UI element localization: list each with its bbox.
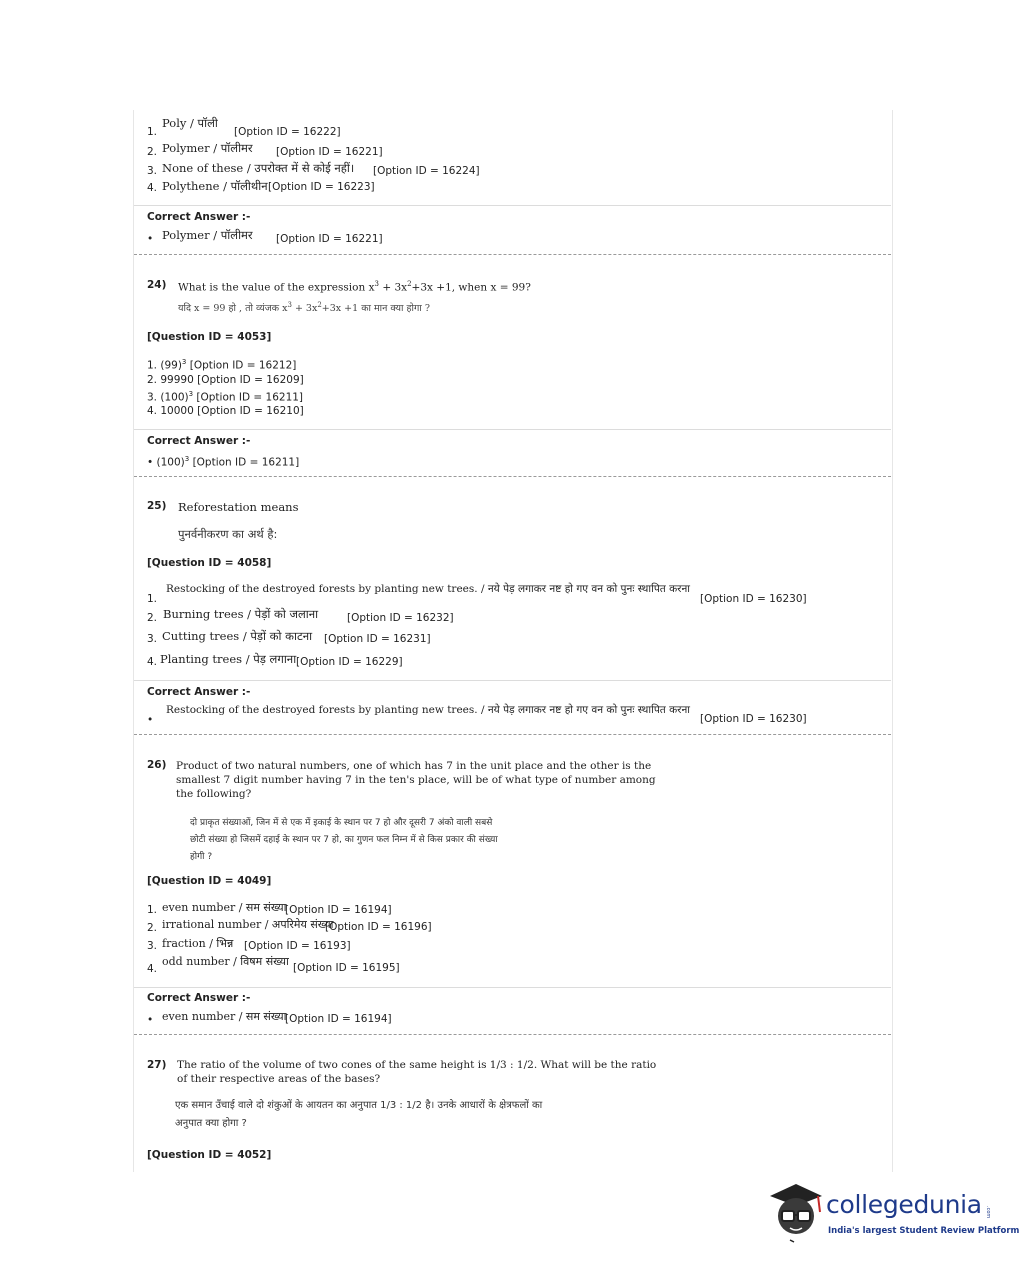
q26-option-3-id: [Option ID = 16193] bbox=[244, 940, 351, 952]
q26-option-4-num: 4. bbox=[147, 963, 158, 975]
q26-question-hi-line3: होगी ? bbox=[190, 852, 213, 862]
q24-option-3: 3. $(100)^3$ [Option ID = 16211] bbox=[147, 390, 304, 404]
q23-option-2-num: 2. bbox=[147, 146, 158, 158]
q26-option-4-id: [Option ID = 16195] bbox=[293, 962, 400, 974]
q23-option-3-num: 3. bbox=[147, 165, 158, 177]
q25-option-4-text: Planting trees / पेड़ लगाना bbox=[160, 652, 297, 666]
q26-option-1-id: [Option ID = 16194] bbox=[285, 904, 392, 916]
divider bbox=[134, 680, 891, 681]
q24-option-1: 1. $(99)^3$ [Option ID = 16212] bbox=[147, 358, 297, 372]
q23-option-1-id: [Option ID = 16222] bbox=[234, 126, 341, 138]
q23-answer-text: Polymer / पॉलीमर bbox=[162, 228, 253, 242]
q26-answer-text: even number / सम संख्या bbox=[162, 1010, 287, 1023]
q26-question-en-line1: Product of two natural numbers, one of which has 7 in the unit place and the other is the bbox=[176, 760, 652, 772]
q27-question-hi-line1: एक समान उँचाई वाले दो शंकुओं के आयतन का अनुपात 1/3 : 1/2 है। उनके आधारों के क्षेत्रफलों का bbox=[175, 1100, 543, 1111]
q23-correct-label: Correct Answer :- bbox=[147, 211, 251, 223]
q25-option-1-id: [Option ID = 16230] bbox=[700, 593, 807, 605]
divider bbox=[134, 205, 891, 206]
q26-correct-label: Correct Answer :- bbox=[147, 992, 251, 1004]
mascot-icon bbox=[766, 1178, 826, 1244]
q25-question-id: [Question ID = 4058] bbox=[147, 557, 272, 569]
q26-option-3-num: 3. bbox=[147, 940, 158, 952]
q24-correct-label: Correct Answer :- bbox=[147, 435, 251, 447]
q27-question-hi-line2: अनुपात क्या होगा ? bbox=[175, 1118, 247, 1129]
logo-com: .com bbox=[985, 1206, 991, 1219]
q25-option-3-text: Cutting trees / पेड़ों को काटना bbox=[162, 629, 313, 643]
q26-option-4-text: odd number / विषम संख्या bbox=[162, 955, 289, 968]
q23-option-1-num: 1. bbox=[147, 126, 158, 138]
q26-question-id: [Question ID = 4049] bbox=[147, 875, 272, 887]
q26-option-3-text: fraction / भिन्न bbox=[162, 937, 234, 950]
q25-option-2-num: 2. bbox=[147, 612, 158, 624]
q26-option-1-text: even number / सम संख्या bbox=[162, 901, 287, 914]
logo-tagline: India's largest Student Review Platform bbox=[828, 1226, 1020, 1236]
q24-option-2: 2. 99990 [Option ID = 16209] bbox=[147, 374, 304, 386]
q25-option-2-id: [Option ID = 16232] bbox=[347, 612, 454, 624]
q26-option-2-num: 2. bbox=[147, 922, 158, 934]
q26-question-hi-line1: दो प्राकृत संख्याओं, जिन में से एक में इकाई के स्थान पर 7 हो और दूसरी 7 अंको वाली सबसे bbox=[190, 818, 493, 828]
question-separator bbox=[134, 734, 891, 735]
q26-answer-id: [Option ID = 16194] bbox=[285, 1013, 392, 1025]
q26-option-1-num: 1. bbox=[147, 904, 158, 916]
q27-question-en-line2: of their respective areas of the bases? bbox=[177, 1073, 381, 1085]
q26-option-2-id: [Option ID = 16196] bbox=[325, 921, 432, 933]
q25-answer-text: Restocking of the destroyed forests by planting new trees. / नये पेड़ लगाकर नष्ट हो गए वन को पुनः स्थापित करना bbox=[166, 704, 691, 716]
q25-number: 25) bbox=[147, 500, 167, 512]
q27-number: 27) bbox=[147, 1059, 167, 1071]
q23-option-2-text: Polymer / पॉलीमर bbox=[162, 141, 253, 155]
q25-correct-label: Correct Answer :- bbox=[147, 686, 251, 698]
divider bbox=[134, 987, 891, 988]
q25-question-en: Reforestation means bbox=[178, 500, 299, 514]
bullet: • bbox=[147, 1014, 154, 1026]
q23-option-2-id: [Option ID = 16221] bbox=[276, 146, 383, 158]
question-separator bbox=[134, 1034, 891, 1035]
q23-option-3-text: None of these / उपरोक्त में से कोई नहीं। bbox=[162, 161, 355, 175]
q24-option-4: 4. 10000 [Option ID = 16210] bbox=[147, 405, 304, 417]
q23-option-3-id: [Option ID = 16224] bbox=[373, 165, 480, 177]
q27-question-id: [Question ID = 4052] bbox=[147, 1149, 272, 1161]
logo-wordmark: collegedunia bbox=[826, 1190, 982, 1219]
q24-answer: • $(100)^3$ [Option ID = 16211] bbox=[147, 455, 300, 469]
divider bbox=[134, 429, 891, 430]
bullet: • bbox=[147, 714, 154, 726]
q24-question-hi: यदि x = 99 हो , तो व्यंजक $x^3 + 3x^2+3x +1$ का मान क्या होगा ? bbox=[178, 301, 430, 315]
q24-question-id: [Question ID = 4053] bbox=[147, 331, 272, 343]
q25-option-3-num: 3. bbox=[147, 633, 158, 645]
q24-question-en: What is the value of the expression $x^3 + 3x^2+3x +1$, when x = 99? bbox=[178, 280, 531, 294]
q25-option-3-id: [Option ID = 16231] bbox=[324, 633, 431, 645]
q25-option-4-num: 4. bbox=[147, 656, 158, 668]
q25-option-1-num: 1. bbox=[147, 593, 158, 605]
q26-option-2-text: irrational number / अपरिमेय संख्या bbox=[162, 918, 334, 931]
q26-question-en-line2: smallest 7 digit number having 7 in the ten's place, will be of what type of number among bbox=[176, 774, 656, 786]
q25-option-4-id: [Option ID = 16229] bbox=[296, 656, 403, 668]
q23-option-4-text: Polythene / पॉलीथीन bbox=[162, 179, 268, 193]
q27-question-en-line1: The ratio of the volume of two cones of the same height is 1/3 : 1/2. What will be the ratio bbox=[177, 1059, 657, 1071]
q25-option-1-text: Restocking of the destroyed forests by planting new trees. / नये पेड़ लगाकर नष्ट हो गए वन को पुनः स्थापित करना bbox=[166, 583, 691, 595]
q24-number: 24) bbox=[147, 279, 167, 291]
collegedunia-logo bbox=[766, 1178, 1020, 1248]
question-separator bbox=[134, 476, 891, 477]
q25-option-2-text: Burning trees / पेड़ों को जलाना bbox=[163, 607, 319, 621]
question-separator bbox=[134, 254, 891, 255]
q25-question-hi: पुनर्वनीकरण का अर्थ है: bbox=[178, 527, 278, 541]
q23-answer-id: [Option ID = 16221] bbox=[276, 233, 383, 245]
q23-option-1-text: Poly / पॉली bbox=[162, 116, 218, 130]
q23-option-4-num: 4. bbox=[147, 182, 158, 194]
q26-question-en-line3: the following? bbox=[176, 788, 252, 800]
q23-option-4-id: [Option ID = 16223] bbox=[268, 181, 375, 193]
q26-number: 26) bbox=[147, 759, 167, 771]
bullet: • bbox=[147, 233, 154, 245]
q25-answer-id: [Option ID = 16230] bbox=[700, 713, 807, 725]
q26-question-hi-line2: छोटी संख्या हो जिसमें दहाई के स्थान पर 7 हो, का गुणन फल निम्न में से किस प्रकार की संख्या bbox=[190, 835, 498, 845]
